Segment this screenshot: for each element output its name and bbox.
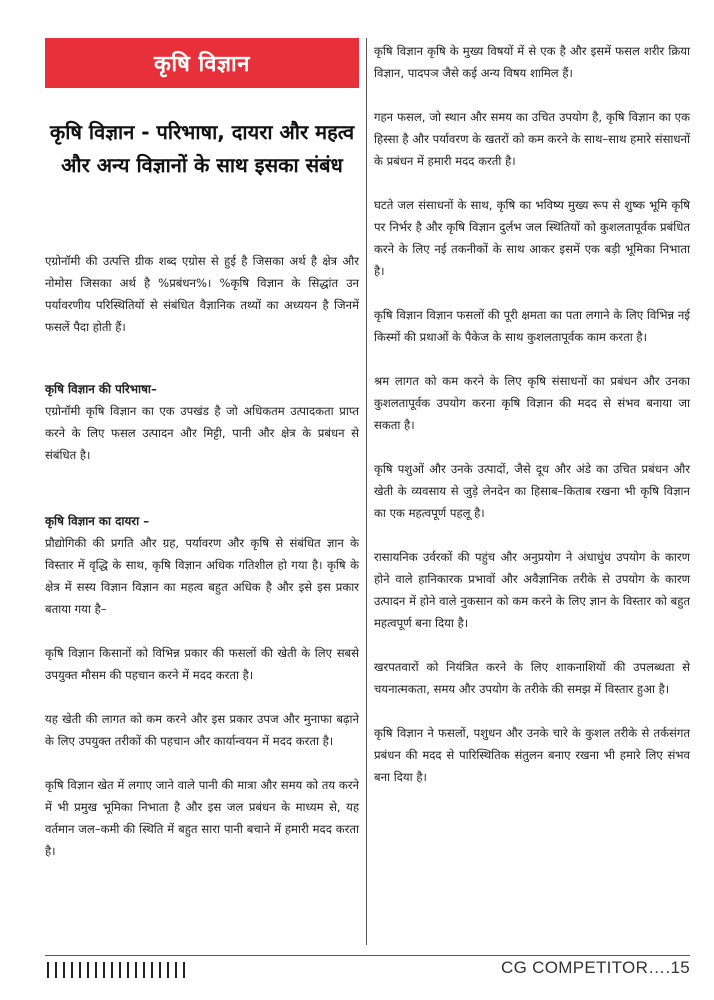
right-paragraph-3: घटते जल संसाधनों के साथ, कृषि का भविष्य मुख्य रूप से शुष्क भूमि कृषि पर निर्भर है और कृषि विज्ञान दुर्लभ जल स्थितियों को कुशलतापूर्वक प्रबंधित करने के लिए नई तकनीकों के साथ आकर इसमें एक बड़ी भूमिका निभाता है। [374,198,690,278]
article-headline: कृषि विज्ञान - परिभाषा, दायरा और महत्व और अन्य विज्ञानों के साथ इसका संबंध [49,120,355,177]
footer-rule [45,955,690,956]
scope-paragraph: प्रौद्योगिकी की प्रगति और ग्रह, पर्यावरण और कृषि से संबंधित ज्ञान के विस्तार में वृद्धि के साथ, कृषि विज्ञान अधिक गतिशील हो गया है। कृषि के क्षेत्र में सस्य विज्ञान विज्ञान का महत्व बहुत अधिक है और इसे इस प्रकार बताया गया है– [45,536,359,616]
page-footer: CG COMPETITOR….15 [501,958,690,977]
right-paragraph-2: गहन फसल, जो स्थान और समय का उचित उपयोग है, कृषि विज्ञान का एक हिस्सा है और पर्यावरण के खतरों को कम करने के साथ–साथ हमारे संसाधनों के प्रबंधन में हमारी मदद करती है। [374,110,690,168]
barcode-decoration [47,962,191,978]
right-paragraph-9: कृषि विज्ञान ने फसलों, पशुधन और उनके चारे के कुशल तरीके से तर्कसंगत प्रबंधन की मदद से पारिस्थितिक संतुलन बनाए रखना भी हमारे लिए संभव बना दिया है। [374,726,690,784]
left-paragraph-2: यह खेती की लागत को कम करने और इस प्रकार उपज और मुनाफा बढ़ाने के लिए उपयुक्त तरीकों की पहचान और कार्यान्वयन में मदद करता है। [45,712,359,748]
right-paragraph-6: कृषि पशुओं और उनके उत्पादों, जैसे दूध और अंडे का उचित प्रबंधन और खेती के व्यवसाय से जुड़े लेनदेन का हिसाब–किताब रखना भी कृषि विज्ञान का एक महत्वपूर्ण पहलू है। [374,462,690,520]
left-paragraph-1: कृषि विज्ञान किसानों को विभिन्न प्रकार की फसलों की खेती के लिए सबसे उपयुक्त मौसम की पहचान करने में मदद करता है। [45,646,359,682]
right-column [374,40,690,788]
intro-paragraph: एग्रोनॉमी की उत्पत्ति ग्रीक शब्द एग्रोस से हुई है जिसका अर्थ है क्षेत्र और नोमोस जिसका अर्थ है %प्रबंधन%। %कृषि विज्ञान के सिद्धांत उन पर्यावरणीय परिस्थितियों से संबंधित वैज्ञानिक तथ्यों का अध्ययन है जिनमें फसलें पैदा होती हैं। [45,254,359,334]
right-paragraph-7: रासायनिक उर्वरकों की पहुंच और अनुप्रयोग ने अंधाधुंध उपयोग के कारण होने वाले हानिकारक प्रभावों और अवैज्ञानिक तरीके से उपयोग के कारण उत्पादन में होने वाले नुकसान को कम करने के लिए ज्ञान के विस्तार को बहुत महत्वपूर्ण बना दिया है। [374,550,690,630]
right-paragraph-5: श्रम लागत को कम करने के लिए कृषि संसाधनों का प्रबंधन और उनका कुशलतापूर्वक उपयोग करना कृषि विज्ञान की मदद से संभव बनाया जा सकता है। [374,374,690,432]
section-banner [45,38,359,88]
right-paragraph-1: कृषि विज्ञान कृषि के मुख्य विषयों में से एक है और इसमें फसल शरीर क्रिया विज्ञान, पादपञ जैसे कई अन्य विषय शामिल हैं। [374,44,690,80]
right-paragraph-4: कृषि विज्ञान विज्ञान फसलों की पूरी क्षमता का पता लगाने के लिए विभिन्न नई किस्मों की प्रथाओं के पैकेज के साथ कुशलतापूर्वक काम करता है। [374,308,690,344]
left-column [45,38,359,862]
definition-paragraph: एग्रोनॉमी कृषि विज्ञान का एक उपखंड है जो अधिकतम उत्पादकता प्राप्त करने के लिए फसल उत्पादन और मिट्टी, पानी और क्षेत्र के प्रबंधन से संबंधित है। [45,404,359,462]
definition-heading: कृषि विज्ञान की परिभाषा– [45,382,157,396]
banner-title: कृषि विज्ञान [154,52,250,77]
left-paragraph-3: कृषि विज्ञान खेत में लगाए जाने वाले पानी की मात्रा और समय को तय करने में भी प्रमुख भूमिका निभाता है और इस जल प्रबंधन के माध्यम से, यह वर्तमान जल–कमी की स्थिति में बहुत सारा पानी बचाने में हमारी मदद करता है। [45,778,359,858]
scope-heading: कृषि विज्ञान का दायरा – [45,514,150,528]
right-paragraph-8: खरपतवारों को नियंत्रित करने के लिए शाकनाशियों की उपलब्धता से चयनात्मकता, समय और उपयोग के तरीके की समझ में विस्तार हुआ है। [374,660,690,696]
column-divider [366,38,367,945]
